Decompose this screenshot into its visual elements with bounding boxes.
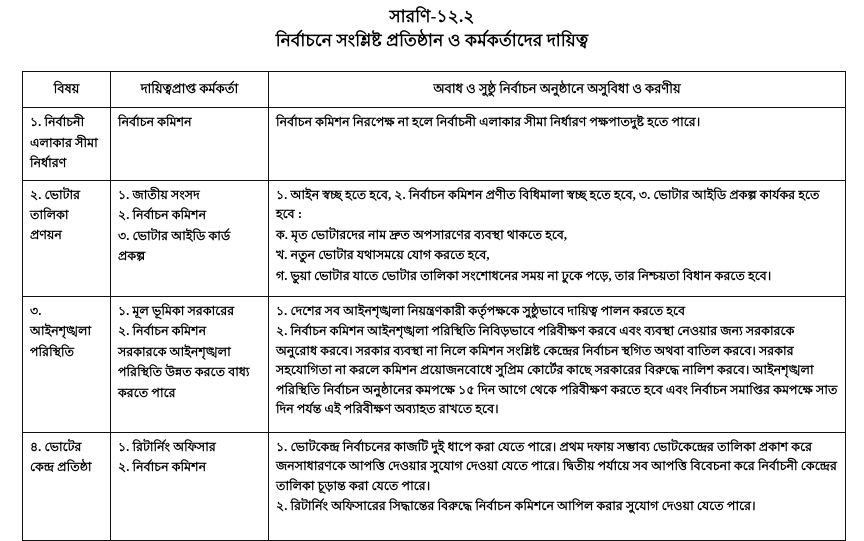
table-row bbox=[23, 180, 846, 296]
cell-line: ২. নির্বাচন কমিশন bbox=[118, 324, 207, 339]
cell-line: পরিস্থিতি উন্নত করতে বাধ্য bbox=[118, 365, 250, 380]
cell-line: নির্ধারণ bbox=[30, 156, 67, 171]
table-body bbox=[23, 108, 846, 541]
cell-line: গ. ভুয়া ভোটার যাতে ভোটার তালিকা সংশোধনের সময় না ঢুকে পড়ে, তার নিশ্চয়তা বিধান করতে হবে। bbox=[276, 268, 772, 283]
table-header-row bbox=[23, 72, 846, 108]
cell-line: ২. রিটার্নিং অফিসারের সিদ্ধান্তের বিরুদ্ধে নির্বাচন কমিশনে আপিল করার সুযোগ দেওয়া যেতে পারে। bbox=[276, 499, 756, 514]
cell-remarks bbox=[269, 432, 846, 540]
cell-officer bbox=[111, 296, 269, 432]
cell-line: করতে পারে bbox=[118, 385, 176, 400]
table-row bbox=[23, 432, 846, 540]
column-header-subject: বিষয় bbox=[23, 72, 111, 108]
cell-line: ১. জাতীয় সংসদ bbox=[118, 187, 200, 202]
cell-remarks bbox=[269, 180, 846, 296]
cell-line: নির্বাচন কমিশন bbox=[118, 115, 192, 129]
cell-line: কেন্দ্র প্রতিষ্ঠা bbox=[30, 460, 92, 475]
cell-line: ৪. ভোটের bbox=[30, 439, 82, 454]
cell-line: ৩. bbox=[30, 303, 42, 318]
cell-line: ২. নির্বাচন কমিশন bbox=[118, 208, 207, 223]
cell-line: ১. আইন স্বচ্ছ হতে হবে, ২. নির্বাচন কমিশন প্রণীত বিধিমালা স্বচ্ছ হতে হবে, ৩. ভোটার আইডি প্রকল্প কার্যকর হতে হবে : bbox=[276, 187, 820, 222]
cell-line: আইনশৃঙ্খলা bbox=[30, 324, 92, 339]
cell-officer bbox=[111, 432, 269, 540]
cell-line: ১. দেশের সব আইনশৃঙ্খলা নিয়ন্ত্রণকারী কর্তৃপক্ষকে সুষ্ঠুভাবে দায়িত্ব পালন করতে হবে bbox=[276, 303, 686, 318]
cell-line: ২. নির্বাচন কমিশন bbox=[118, 460, 207, 475]
responsibility-table bbox=[22, 71, 846, 541]
page-subtitle: নির্বাচনে সংশ্লিষ্ট প্রতিষ্ঠান ও কর্মকর্তাদের দায়িত্ব bbox=[275, 30, 589, 50]
cell-line: ১. রিটার্নিং অফিসার bbox=[118, 439, 216, 454]
cell-line: ২. ভোটার bbox=[30, 187, 81, 202]
cell-subject bbox=[23, 180, 111, 296]
cell-subject bbox=[23, 296, 111, 432]
cell-line: ১. ভোটকেন্দ্র নির্বাচনের কাজটি দুই ধাপে করা যেতে পারে। প্রথম দফায় সম্ভাব্য ভোটকেন্দ্রের তালিকা প্রকাশ করে জনসাধারণকে আপত্তি দেওয়ার সুযোগ দেওয়া যেতে পারে। দ্বিতীয় পর্যায়ে সব আপত্তি বিবেচনা করে নির্বাচনী কেন্দ্রের তালিকা চূড়ান্ত করা যেতে পারে। bbox=[276, 439, 837, 493]
cell-line: ৩. ভোটার আইডি কার্ড bbox=[118, 228, 231, 243]
title-block bbox=[0, 0, 864, 53]
cell-subject bbox=[23, 108, 111, 181]
cell-line: সরকারকে আইনশৃঙ্খলা bbox=[118, 344, 231, 359]
cell-line: ২. নির্বাচন কমিশন আইনশৃঙ্খলা পরিস্থিতি নিবিড়ভাবে পরিবীক্ষণ করবে এবং ব্যবস্থা নেওয়ার জন্য সরকারকে অনুরোধ করবে। সরকার ব্যবস্থা না নিলে কমিশন সংশ্লিষ্ট কেন্দ্রের নির্বাচন স্থগিত অথবা বাতিল করবে। সরকার সহযোগিতা না করলে কমিশন প্রয়োজনবোধে সুপ্রিম কোর্টের কাছে সরকারের বিরুদ্ধে নালিশ করবে। আইনশৃঙ্খলা পরিস্থিতি নির্বাচন অনুষ্ঠানের কমপক্ষে ১৫ দিন আগে থেকে পরিবীক্ষণ করতে হবে এবং নির্বাচন সমাপ্তির কমপক্ষে সাত দিন পর্যন্ত এই পরিবীক্ষণ অব্যাহত রাখতে হবে। bbox=[276, 324, 838, 417]
column-header-officer: দায়িত্বপ্রাপ্ত কর্মকর্তা bbox=[111, 72, 269, 108]
cell-officer bbox=[111, 108, 269, 181]
cell-remarks bbox=[269, 108, 846, 181]
table-header bbox=[23, 72, 846, 108]
cell-line: প্রকল্প bbox=[118, 249, 146, 264]
cell-line: নির্বাচন কমিশন নিরপেক্ষ না হলে নির্বাচনী এলাকার সীমা নির্ধারণ পক্ষপাতদুষ্ট হতে পারে। bbox=[276, 115, 701, 129]
cell-line: তালিকা প্রণয়ন bbox=[30, 208, 69, 242]
cell-line: খ. নতুন ভোটার যথাসময়ে যোগ করতে হবে, bbox=[276, 248, 490, 263]
cell-line: পরিস্থিতি bbox=[30, 344, 75, 359]
page-title: সারণি-১২.২ bbox=[389, 7, 475, 26]
cell-subject bbox=[23, 432, 111, 540]
table-row bbox=[23, 296, 846, 432]
cell-line: ক. মৃত ভোটারদের নাম দ্রুত অপসারণের ব্যবস্থা থাকতে হবে, bbox=[276, 227, 568, 242]
cell-line: এলাকার সীমা bbox=[30, 135, 98, 150]
responsibility-table-wrapper bbox=[22, 71, 845, 541]
column-header-remarks: অবাধ ও সুষ্ঠু নির্বাচন অনুষ্ঠানে অসুবিধা ও করণীয় bbox=[269, 72, 846, 108]
cell-officer bbox=[111, 180, 269, 296]
table-row bbox=[23, 108, 846, 181]
cell-remarks bbox=[269, 296, 846, 432]
cell-line: ১. মূল ভূমিকা সরকারের bbox=[118, 303, 235, 318]
cell-line: ১. নির্বাচনী bbox=[30, 115, 85, 129]
